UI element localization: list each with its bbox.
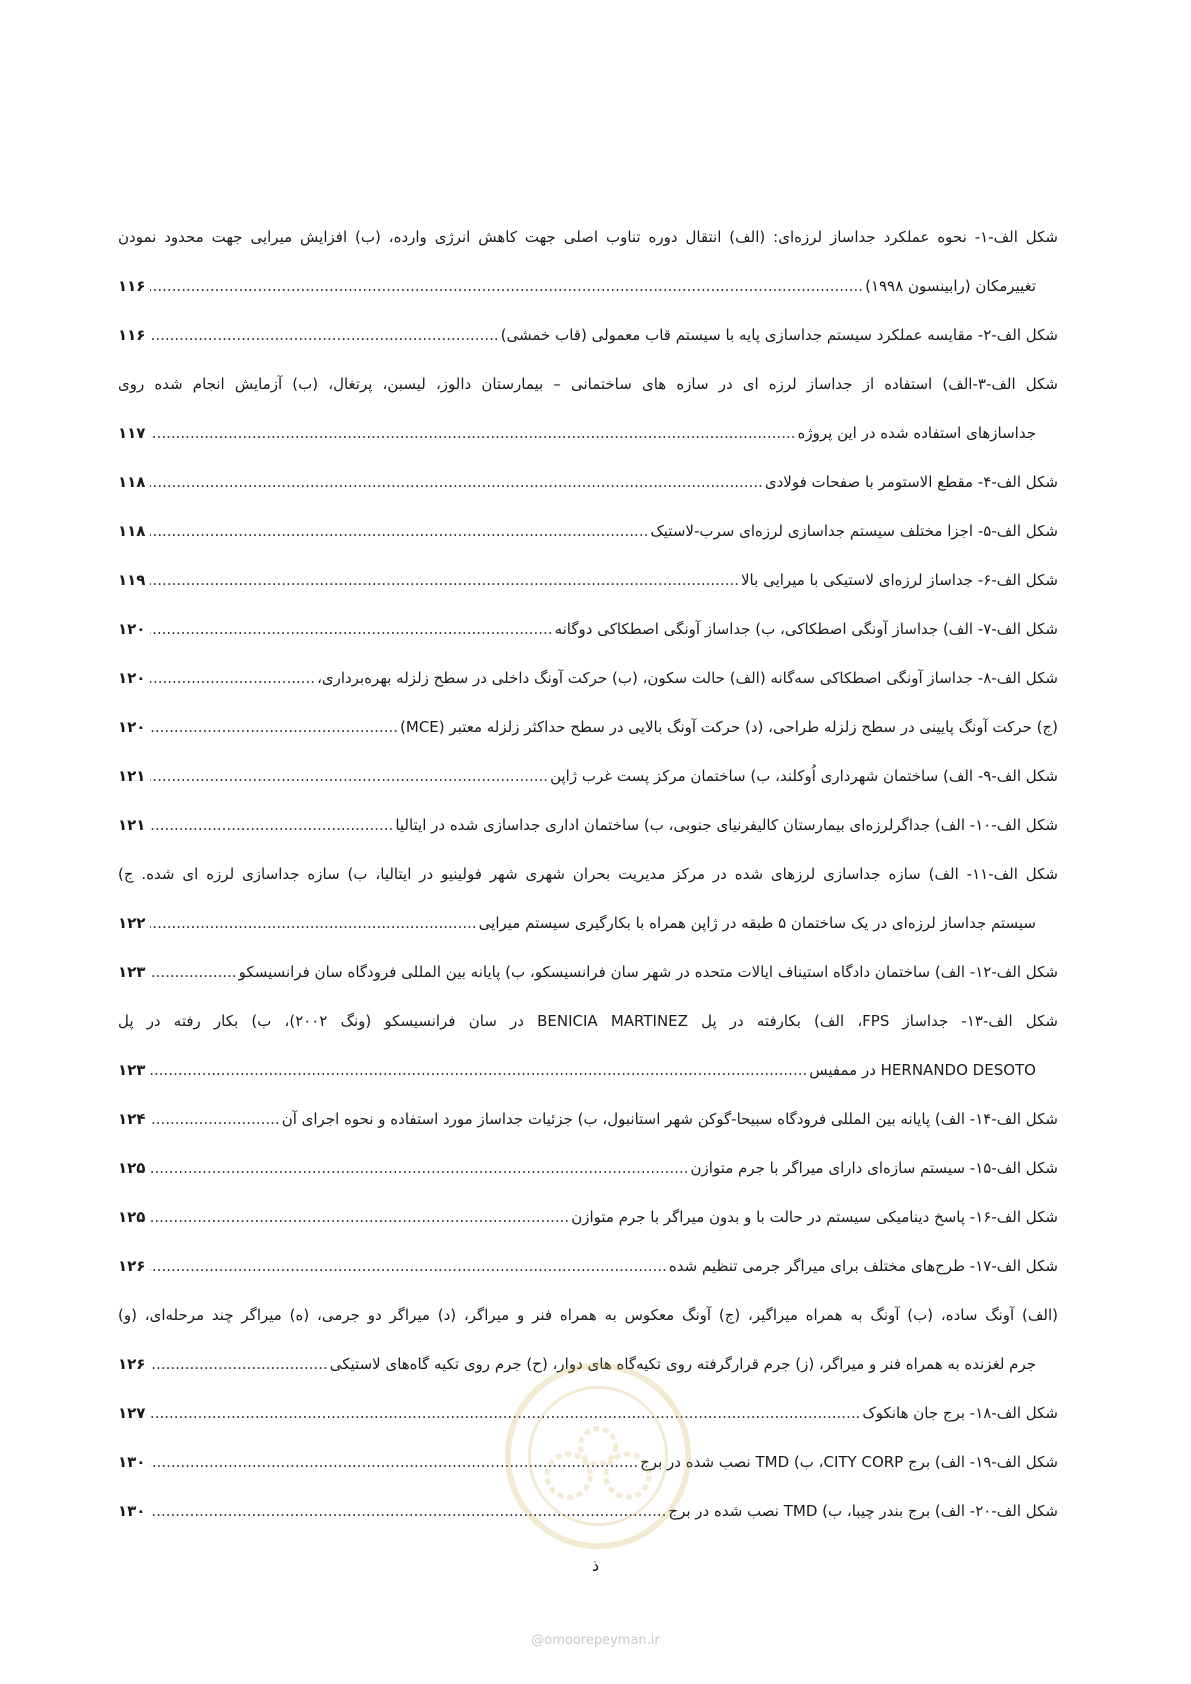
toc-entry[interactable] — [118, 324, 1058, 373]
leader-dots — [150, 765, 548, 787]
leader-dots — [150, 569, 739, 591]
toc-entry-text: شکل الف-۱۱- الف) سازه جداسازی لرزهای شده در مرکز مدیریت بحران شهری شهر فولینیو در ایتالیا، ب) سازه جداسازی لرزه ای شده. ج) — [118, 865, 1058, 883]
toc-page-number: ۱۲۱ — [118, 816, 146, 834]
leader-dots — [150, 1157, 689, 1179]
toc-entry[interactable] — [118, 226, 1058, 324]
toc-entry-text: شکل الف-۳-الف) استفاده از جداساز لرزه ای در سازه های ساختمانی – بیمارستان دالوز، لیسبن، پرتغال، (ب) آزمایش انجام شده روی — [118, 375, 1058, 393]
toc-entry-line — [118, 1255, 1058, 1304]
toc-entry-line — [118, 569, 1058, 618]
toc-entry-text: سیستم جداساز لرزه‌ای در یک ساختمان ۵ طبقه در ژاپن همراه با بکارگیری سیستم میرایی — [478, 914, 1036, 932]
leader-dots — [150, 961, 237, 983]
toc-entry-text: شکل الف-۱۸- برج جان هانکوک — [862, 1404, 1058, 1422]
leader-dots — [150, 1059, 807, 1081]
toc-entry-line — [118, 667, 1058, 716]
toc-page-number: ۱۲۷ — [118, 1404, 146, 1422]
toc-entry-text: جرم لغزنده به همراه فنر و میراگر، (ز) جرم قرارگرفته روی تکیه‌گاه های دوار، (ح) جرم روی تکیه گاه‌های لاستیکی — [329, 1355, 1036, 1373]
toc-page-number: ۱۲۶ — [118, 1257, 146, 1275]
toc-page-number: ۱۲۰ — [118, 620, 146, 638]
toc-entry-text: شکل الف-۴- مقطع الاستومر با صفحات فولادی — [764, 473, 1058, 491]
toc-page-number: ۱۲۳ — [118, 963, 146, 981]
leader-dots — [150, 1255, 667, 1277]
toc-entry-text: (الف) آونگ ساده، (ب) آونگ به همراه میراگیر، (ج) آونگ معکوس به همراه فنر و میراگر، (د) میراگر دو جرمی، (ه) میراگر چند مرحله‌ای، (و) — [118, 1306, 1058, 1324]
toc-entry[interactable] — [118, 814, 1058, 863]
toc-entry[interactable] — [118, 961, 1058, 1010]
toc-entry-line — [118, 324, 1058, 373]
toc-entry-line — [118, 422, 1058, 471]
leader-dots — [150, 1353, 328, 1375]
leader-dots — [150, 275, 863, 297]
toc-entry[interactable] — [118, 1010, 1058, 1108]
toc-entry[interactable] — [118, 471, 1058, 520]
toc-entry-text: شکل الف-۱۵- سیستم سازه‌ای دارای میراگر با جرم متوازن — [690, 1159, 1058, 1177]
toc-entry-text: شکل الف-۱۶- پاسخ دینامیکی سیستم در حالت با و بدون میراگر با جرم متوازن — [571, 1208, 1058, 1226]
toc-entry-line — [118, 814, 1058, 863]
toc-entry-line — [118, 373, 1058, 422]
toc-entry[interactable] — [118, 520, 1058, 569]
toc-entry-text: (ج) حرکت آونگ پایینی در سطح زلزله طراحی، (د) حرکت آونگ بالایی در سطح حداکثر زلزله معتبر (MCE) — [400, 718, 1058, 736]
toc-page-number: ۱۲۰ — [118, 669, 146, 687]
toc-page-number: ۱۲۴ — [118, 1110, 146, 1128]
toc-entry-line — [118, 520, 1058, 569]
toc-entry-text: شکل الف-۵- اجزا مختلف سیستم جداسازی لرزه‌ای سرب-لاستیک — [650, 522, 1058, 540]
toc-entry[interactable] — [118, 1108, 1058, 1157]
table-of-figures — [118, 226, 1058, 1549]
toc-entry-text: شکل الف-۱۰- الف) جداگرلرزه‌ای بیمارستان کالیفرنیای جنوبی، ب) ساختمان اداری جداسازی شده در ایتالیا — [395, 816, 1058, 834]
toc-entry-line — [118, 1059, 1058, 1108]
toc-entry[interactable] — [118, 1206, 1058, 1255]
toc-entry-line — [118, 1157, 1058, 1206]
toc-entry[interactable] — [118, 863, 1058, 961]
leader-dots — [150, 422, 796, 444]
toc-page-number: ۱۱۸ — [118, 473, 146, 491]
toc-entry-text: شکل الف-۱۲- الف) ساختمان دادگاه استیناف ایالات متحده در شهر سان فرانسیسکو، ب) پایانه بین المللی فرودگاه سان فرانسیسکو — [238, 963, 1058, 981]
toc-page-number: ۱۲۰ — [118, 718, 146, 736]
toc-entry-line — [118, 765, 1058, 814]
toc-page-number: ۱۱۸ — [118, 522, 146, 540]
toc-entry[interactable] — [118, 716, 1058, 765]
toc-entry-text: شکل الف-۱۷- طرح‌های مختلف برای میراگر جرمی تنظیم شده — [668, 1257, 1058, 1275]
toc-entry[interactable] — [118, 373, 1058, 471]
watermark-url: @omoorepeyman.ir — [531, 1633, 660, 1648]
toc-entry-line — [118, 863, 1058, 912]
toc-page-number: ۱۱۶ — [118, 326, 146, 344]
toc-entry[interactable] — [118, 569, 1058, 618]
leader-dots — [150, 324, 499, 346]
leader-dots — [150, 716, 398, 738]
toc-entry[interactable] — [118, 1157, 1058, 1206]
toc-page-number: ۱۱۷ — [118, 424, 146, 442]
toc-entry-text: شکل الف-۱- نحوه عملکرد جداساز لرزه‌ای: (الف) انتقال دوره تناوب اصلی جهت کاهش انرژی وارده، (ب) افزایش میرایی جهت محدود نمودن — [118, 228, 1058, 246]
toc-entry[interactable] — [118, 667, 1058, 716]
toc-entry[interactable] — [118, 1255, 1058, 1304]
toc-entry-line — [118, 471, 1058, 520]
leader-dots — [150, 1206, 569, 1228]
page-number: ذ — [591, 1556, 600, 1575]
toc-entry-line — [118, 1304, 1058, 1353]
leader-dots — [150, 1108, 280, 1130]
leader-dots — [150, 520, 648, 542]
toc-entry-line — [118, 226, 1058, 275]
toc-entry-line — [118, 961, 1058, 1010]
toc-entry-line — [118, 618, 1058, 667]
toc-page-number: ۱۳۰ — [118, 1502, 146, 1520]
toc-page-number: ۱۱۶ — [118, 277, 146, 295]
toc-entry-text: شکل الف-۱۳- جداساز FPS، الف) بکارفته در پل BENICIA MARTINEZ در سان فرانسیسکو (ونگ ۲۰۰۲)، ب) بکار رفته در پل — [118, 1012, 1058, 1030]
toc-entry-text: شکل الف-۱۹- الف) برج CITY CORP، ب) TMD نصب شده در برج — [640, 1453, 1058, 1471]
toc-entry-line — [118, 1108, 1058, 1157]
toc-entry-line — [118, 1010, 1058, 1059]
leader-dots — [150, 814, 393, 836]
toc-page-number: ۱۲۵ — [118, 1208, 146, 1226]
toc-page-number: ۱۲۳ — [118, 1061, 146, 1079]
toc-entry-text: شکل الف-۹- الف) ساختمان شهرداری اُوکلند، ب) ساختمان مرکز پست غرب ژاپن — [550, 767, 1058, 785]
toc-entry-text: شکل الف-۱۴- الف) پایانه بین المللی فرودگاه سبیحا-گوکن شهر استانبول، ب) جزئیات جداساز مورد استفاده و نحوه اجرای آن — [281, 1110, 1058, 1128]
toc-entry-text: شکل الف-۲- مقایسه عملکرد سیستم جداسازی پایه با سیستم قاب معمولی (قاب خمشی) — [500, 326, 1058, 344]
toc-entry-text: جداسازهای استفاده شده در این پروژه — [797, 424, 1036, 442]
toc-entry-line — [118, 912, 1058, 961]
toc-entry[interactable] — [118, 765, 1058, 814]
toc-entry-line — [118, 1206, 1058, 1255]
toc-entry-text: HERNANDO DESOTO در ممفیس — [809, 1061, 1036, 1079]
toc-page-number: ۱۲۱ — [118, 767, 146, 785]
toc-page-number: ۱۳۰ — [118, 1453, 146, 1471]
toc-entry-text: شکل الف-۷- الف) جداساز آونگی اصطکاکی، ب) جداساز آونگی اصطکاکی دوگانه — [554, 620, 1058, 638]
watermark-logo — [500, 1358, 696, 1554]
toc-entry-line — [118, 716, 1058, 765]
toc-page-number: ۱۲۶ — [118, 1355, 146, 1373]
toc-entry-text: شکل الف-۲۰- الف) برج بندر چیبا، ب) TMD نصب شده در برج — [668, 1502, 1058, 1520]
leader-dots — [150, 912, 477, 934]
toc-page-number: ۱۲۵ — [118, 1159, 146, 1177]
toc-page-number: ۱۲۲ — [118, 914, 146, 932]
toc-page-number: ۱۱۹ — [118, 571, 146, 589]
toc-entry-line — [118, 275, 1058, 324]
leader-dots — [150, 471, 763, 493]
toc-entry-text: تغییرمکان (رابینسون ۱۹۹۸) — [865, 277, 1036, 295]
toc-entry[interactable] — [118, 618, 1058, 667]
toc-entry-text: شکل الف-۸- جداساز آونگی اصطکاکی سه‌گانه (الف) حالت سکون، (ب) حرکت آونگ داخلی در سطح زلزله بهره‌برداری، — [317, 669, 1058, 687]
leader-dots — [150, 667, 315, 689]
leader-dots — [150, 618, 553, 640]
toc-entry-text: شکل الف-۶- جداساز لرزه‌ای لاستیکی با میرایی بالا — [741, 571, 1058, 589]
